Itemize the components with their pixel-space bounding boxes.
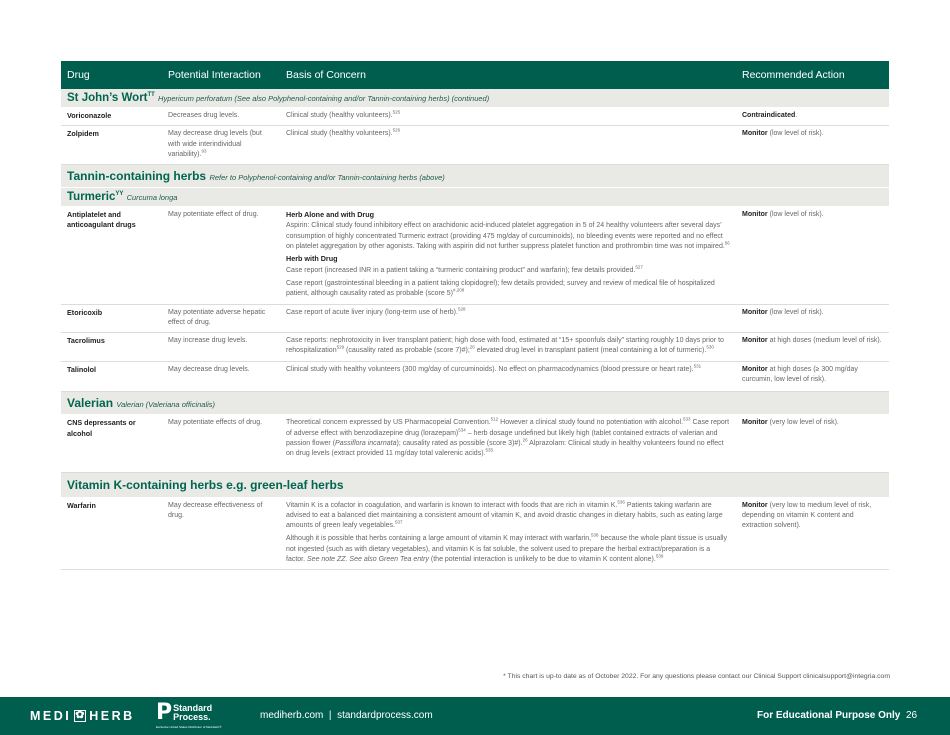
header-potential-interaction: Potential Interaction (168, 69, 261, 81)
group-tannin-containing-herbs (61, 165, 889, 188)
group-latin: Hypericum perforatum (See also Polyphenol-containing and/or Tannin-containing herbs) (continued) (158, 94, 490, 103)
group-title: Turmeric (67, 191, 116, 204)
group-title: Tannin-containing herbs (67, 169, 207, 184)
recommended-action: Contraindicated. (742, 112, 798, 119)
table-row (61, 498, 889, 571)
table-row (61, 108, 889, 126)
educational-notice: For Educational Purpose Only (757, 710, 901, 721)
group-valerian (61, 392, 889, 415)
group-st-johns-wort (61, 89, 889, 108)
drug-name: Voriconazole (67, 111, 112, 120)
recommended-action: Monitor at high doses (medium level of risk). (742, 337, 882, 345)
drug-name: Etoricoxib (67, 307, 103, 317)
drug-name: Talinolol (67, 364, 97, 374)
basis-of-concern: Herb Alone and with Drug Aspirin: Clinical study found inhibitory effect on arachidonic acid-induced platelet aggregation in 5 of 24 healthy volunteers after several days’ consumption of highly concentrated Turmeric extract (providing 475 mg/day of curcuminoids), no bleeding events were reported and no effect on platelet aggregation by other agonists. Taking with aspirin did not further suppress platelet function and prothrombin time was not impaired.$^{56}$ Herb with Drug Case report (increased INR in a patient taking a “turmeric containing product” and warfarin); few details provided.$^{527}$ Case report (gastrointestinal bleeding in a patient taking clopidogrel); few details provided; survey and review of medical file of hospitalized patient, although causality rated as probable (score 5)$^{\#,208}$ (286, 210, 730, 298)
group-latin: Valerian (Valeriana officinalis) (116, 400, 216, 410)
group-title: Vitamin K-containing herbs e.g. green-leaf herbs (67, 477, 344, 492)
group-latin: Refer to Polyphenol-containing and/or Tannin-containing herbs (above) (209, 173, 445, 183)
interaction-table (61, 61, 889, 570)
website-links[interactable]: mediherb.com | standardprocess.com (260, 710, 433, 721)
drug-name: Zolpidem (67, 129, 99, 139)
drug-name: Tacrolimus (67, 336, 105, 346)
recommended-action: Monitor (low level of risk). (742, 211, 824, 219)
page-footer (0, 697, 950, 735)
recommended-action: Monitor (low level of risk). (742, 308, 824, 316)
group-turmeric (61, 188, 889, 207)
header-drug: Drug (67, 69, 90, 81)
recommended-action: Monitor (very low to medium level of risk, depending on vitamin K content and extraction solvent). (742, 501, 872, 530)
basis-of-concern: Clinical study (healthy volunteers).$^{526}$ (286, 127, 401, 138)
mediherb-logo: MEDI ✿ HERB (30, 709, 135, 723)
potential-interaction: Decreases drug levels. (168, 112, 240, 119)
standard-process-logo: P Standard Process. Exclusive United States Distributor of MediHerb® (156, 700, 222, 729)
potential-interaction: May decrease drug levels. (168, 365, 250, 373)
potential-interaction: May decrease effectiveness of drug. (168, 501, 263, 519)
drug-name: CNS depressants or alcohol (67, 418, 136, 438)
group-latin: Curcuma longa (126, 193, 178, 203)
potential-interaction: May increase drug levels. (168, 337, 248, 345)
table-row (61, 207, 889, 304)
group-title: St John’s Wort (67, 92, 148, 104)
drug-name: Antiplatelet and anticoagulant drugs (67, 210, 136, 230)
group-title: Valerian (67, 396, 114, 411)
group-vitamin-k-herbs (61, 473, 889, 498)
potential-interaction: May potentiate adverse hepatic effect of drug. (168, 308, 266, 326)
header-basis-of-concern: Basis of Concern (286, 69, 366, 81)
potential-interaction: May potentiate effects of drug. (168, 419, 263, 427)
potential-interaction: May decrease drug levels (but with wide interindividual variability).$^{93}$ (168, 130, 262, 158)
header-recommended-action: Recommended Action (742, 69, 845, 81)
table-row (61, 362, 889, 393)
potential-interaction: May potentiate effect of drug. (168, 211, 259, 219)
table-row (61, 415, 889, 472)
basis-of-concern: Case report of acute liver injury (long-term use of herb).$^{528}$ (286, 306, 466, 316)
drug-name: Warfarin (67, 500, 96, 510)
basis-of-concern: Vitamin K is a cofactor in coagulation, and warfarin is known to interact with foods that are rich in vitamin K.$^{536}$ Patients taking warfarin are advised to eat a balanced diet maintaining a consistent amount of vitamin K, and avoid drastic changes in dietary habits, such as eating large amounts of green leafy vegetables.$^{537}$ Although it is possible that herbs containing a large amount of vitamin K may interact with warfarin,$^{538}$ because the whole plant tissue is usually not ingested (such as with dietary vegetables), and vitamin K is fat soluble, the solvent used to prepare the herbal extract/preparation is a factor. See note ZZ. See also Green Tea entry (the potential interaction is unlikely to be due to vitamin K content alone).$^{539}$ (286, 499, 727, 564)
basis-subheading: Herb with Drug (286, 254, 338, 264)
basis-subheading: Herb Alone and with Drug (286, 210, 374, 220)
group-sup: TT (147, 92, 155, 99)
footnote: * This chart is up-to date as of October 2022. For any questions please contact our Clinical Support clinicalsupport@integria.com (503, 673, 890, 680)
table-row (61, 333, 889, 362)
recommended-action: Monitor at high doses (≥ 300 mg/day curcumin, low level of risk). (742, 365, 858, 384)
basis-of-concern: Clinical study with healthy volunteers (300 mg/day of curcuminoids). No effect on pharmacodynamics (blood pressure or heart rate).$^{531}$ (286, 363, 702, 373)
page-number: 26 (906, 710, 918, 721)
table-row (61, 126, 889, 165)
table-header (61, 61, 889, 89)
group-sup: YY (115, 191, 124, 198)
basis-of-concern: Theoretical concern expressed by US Pharmacopeial Convention.$^{512}$ However a clinical study found no potentiation with alcohol.$^{533}$ Case report of adverse effect with benzodiazepine drug (lorazepam)$^{534}$ – herb dosage undefined but likely high (tablet contained extracts of valerian and passion flower (Passiflora incarnata); causality rated as possible (score 3)#).$^{26}$ Alprazolam: Clinical study in healthy volunteers found no effect on drug levels (extract provided 11 mg/day total valerenic acids).$^{535}$ (286, 417, 730, 458)
flower-icon (74, 710, 86, 722)
recommended-action: Monitor (very low level of risk). (742, 419, 839, 427)
table-row (61, 305, 889, 334)
recommended-action: Monitor (low level of risk). (742, 130, 824, 138)
basis-of-concern: Clinical study (healthy volunteers).$^{525}$ (286, 109, 401, 119)
basis-of-concern: Case reports: nephrotoxicity in liver transplant patient; high dose with food, estimated at “15+ spoonfuls daily” starting roughly 10 days prior to rehospitalization$^{529}$ (causality rated as probable (score 7)#);$^{26}$ elevated drug level in transplant patient (meal containing a lot of turmeric).$^{530}$ (286, 337, 724, 355)
